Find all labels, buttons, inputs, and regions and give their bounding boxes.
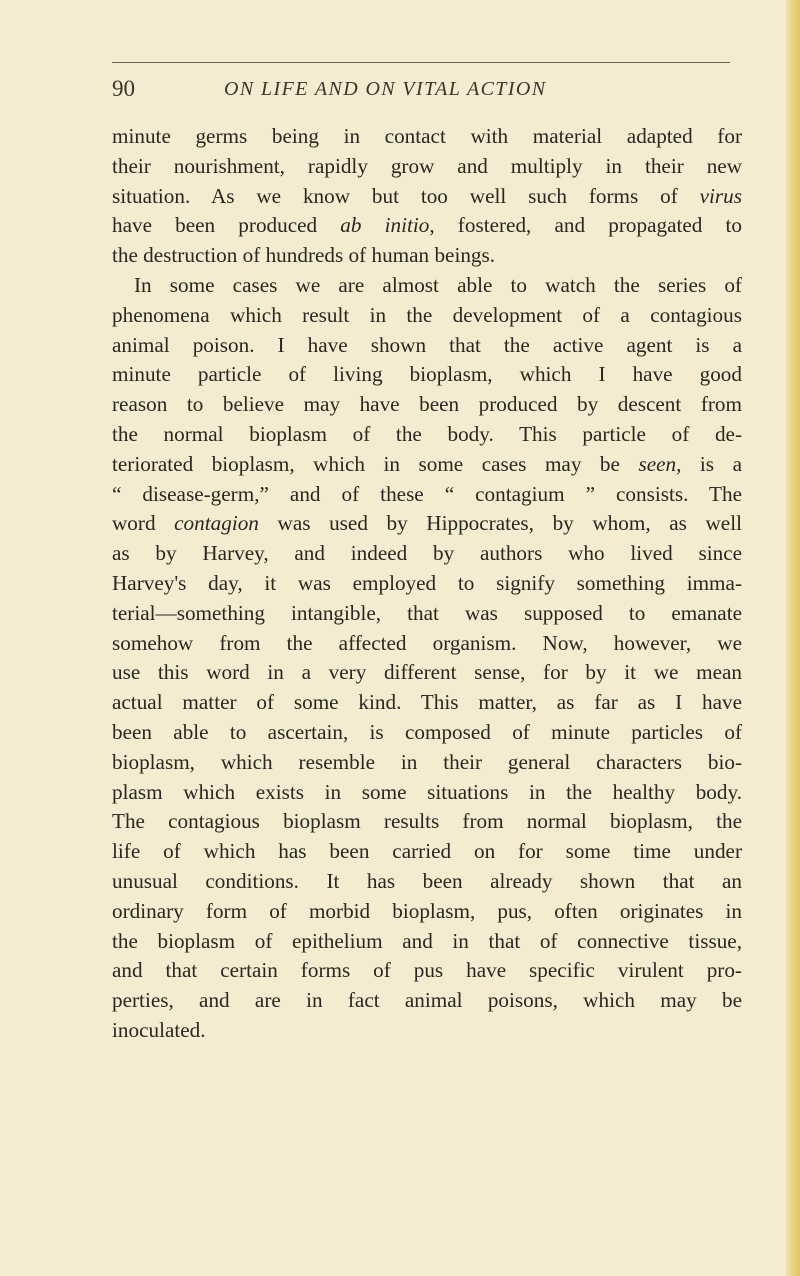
text-line: the normal bioplasm of the body. This particle of de- — [112, 421, 742, 446]
text-line: the bioplasm of epithelium and in that of connective tissue, — [112, 928, 742, 953]
text-line: minute particle of living bioplasm, which I have good — [112, 362, 742, 387]
running-head — [112, 74, 730, 104]
text-line: teriorated bioplasm, which in some cases may be seen, is a — [112, 451, 742, 476]
text-line: minute germs being in contact with material adapted for — [112, 124, 742, 148]
text-line: unusual conditions. It has been already shown that an — [112, 868, 742, 893]
text-line: their nourishment, rapidly grow and multiply in their new — [112, 153, 742, 178]
page-edge — [786, 0, 800, 1276]
text-line: perties, and are in fact animal poisons, which may be — [112, 988, 742, 1013]
text-line: the destruction of hundreds of human beings. — [112, 243, 496, 268]
text-line: use this word in a very different sense, for by it we mean — [112, 660, 742, 685]
text-line: word contagion was used by Hippocrates, by whom, as well — [112, 511, 742, 536]
text-line: plasm which exists in some situations in the healthy body. — [112, 779, 742, 804]
text-line: somehow from the affected organism. Now, however, we — [112, 630, 742, 655]
body-text — [112, 122, 742, 1046]
text-line: and that certain forms of pus have specific virulent pro- — [112, 958, 742, 983]
text-line: life of which has been carried on for some time under — [112, 839, 742, 864]
text-line: In some cases we are almost able to watch the series of — [134, 272, 742, 297]
text-line: actual matter of some kind. This matter, as far as I have — [112, 690, 742, 715]
text-line: situation. As we know but too well such forms of virus — [112, 183, 742, 208]
text-line: terial—something intangible, that was supposed to emanate — [112, 600, 742, 625]
running-title: ON LIFE AND ON VITAL ACTION — [224, 78, 547, 100]
text-line: have been produced ab initio, fostered, and propagated to — [112, 213, 742, 238]
text-line: The contagious bioplasm results from normal bioplasm, the — [112, 809, 742, 834]
text-line: reason to believe may have been produced by descent from — [112, 392, 742, 417]
top-rule — [112, 62, 730, 63]
text-line: Harvey's day, it was employed to signify something imma- — [112, 570, 742, 595]
text-line: bioplasm, which resemble in their general characters bio- — [112, 749, 742, 774]
text-line: phenomena which result in the development of a contagious — [112, 302, 742, 327]
text-line: as by Harvey, and indeed by authors who lived since — [112, 541, 742, 566]
text-line: “ disease-germ,” and of these “ contagium ” consists. The — [112, 481, 742, 506]
text-line: ordinary form of morbid bioplasm, pus, often originates in — [112, 898, 742, 923]
text-line: animal poison. I have shown that the active agent is a — [112, 332, 742, 357]
page-number: 90 — [112, 76, 135, 101]
text-line: inoculated. — [112, 1017, 206, 1042]
text-line: been able to ascertain, is composed of minute particles of — [112, 719, 742, 744]
